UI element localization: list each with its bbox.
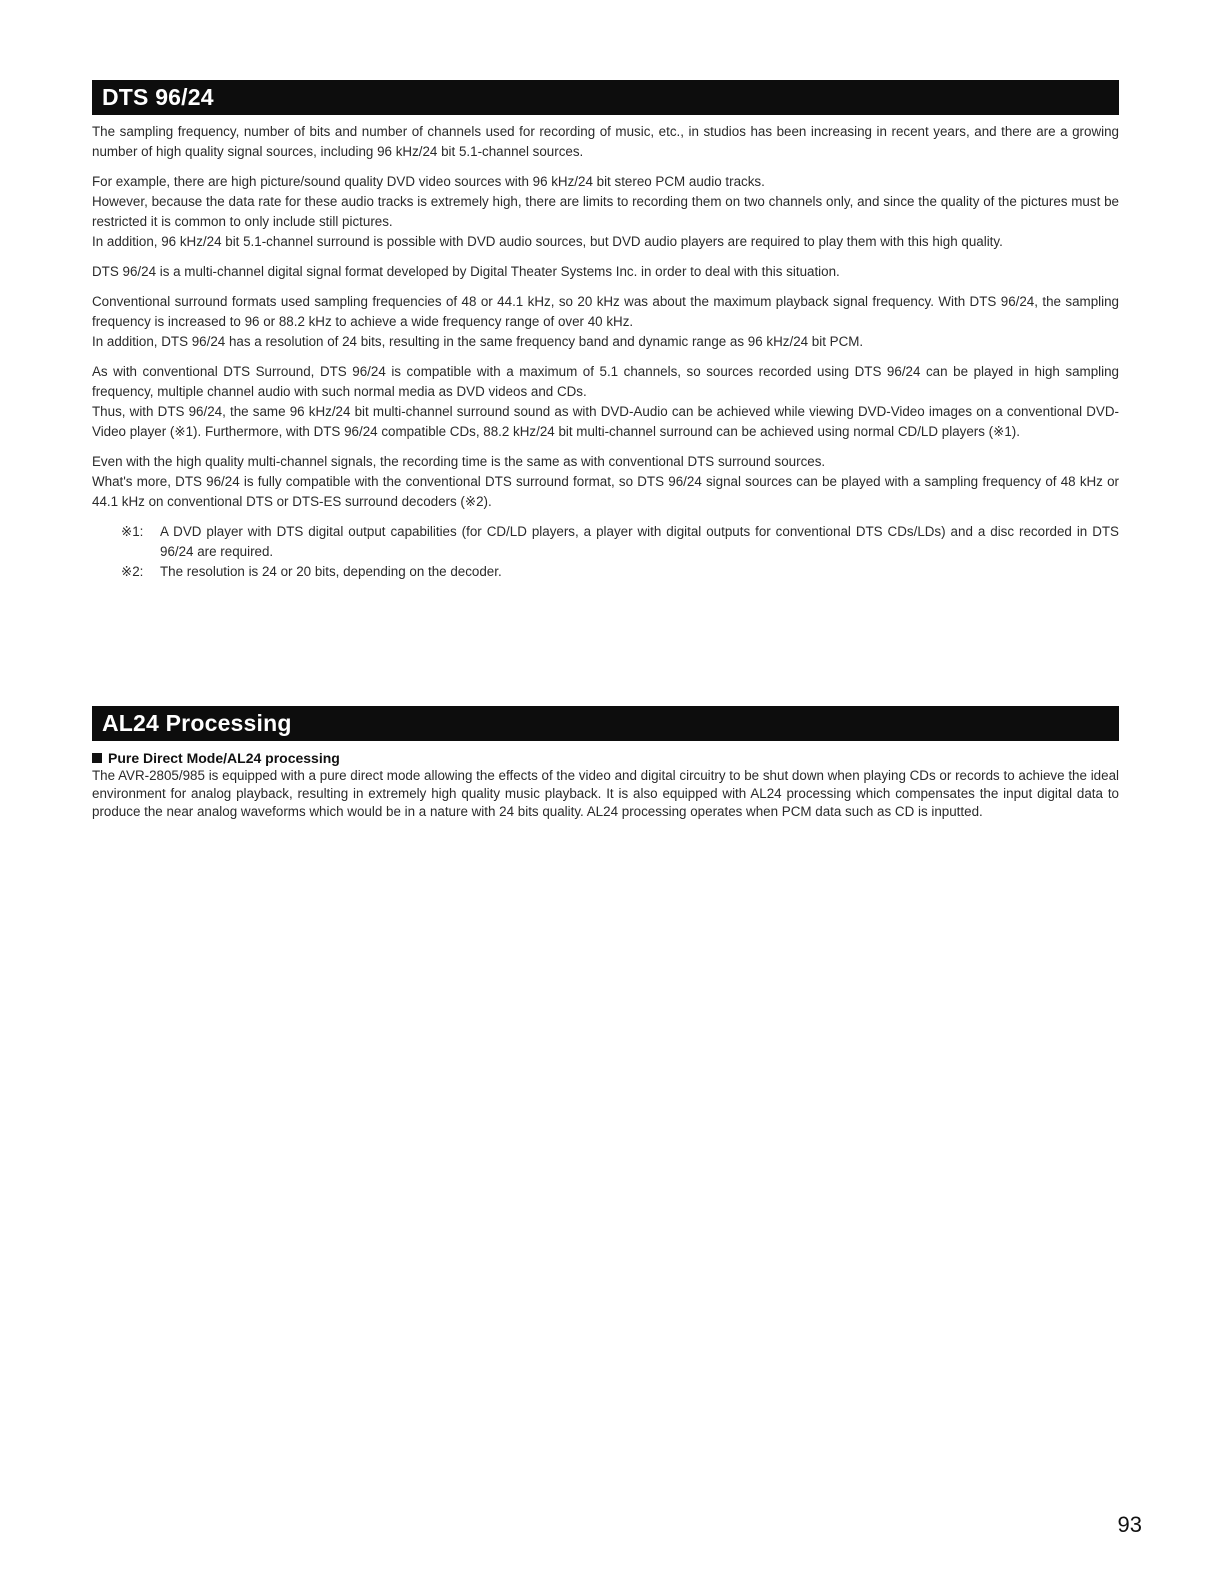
footnotes: [92, 522, 1119, 582]
text-line: What's more, DTS 96/24 is fully compatible with the conventional DTS surround format, so DTS 96/24 signal sources can be played with a sampling frequency of 48 kHz or 44.1 kHz on conventional DTS or DTS-ES surround decoders (※2).: [92, 474, 1119, 509]
section-heading-al24: AL24 Processing: [92, 706, 1119, 741]
footnote-1: [121, 522, 1119, 562]
text-line: As with conventional DTS Surround, DTS 96/24 is compatible with a maximum of 5.1 channels, so sources recorded using DTS 96/24 can be played in high sampling frequency, multiple channel audio with such normal media as DVD videos and CDs.: [92, 364, 1119, 399]
al24-processing-section: [92, 706, 1119, 821]
footnote-mark: ※2:: [121, 564, 144, 579]
text-line: Conventional surround formats used sampling frequencies of 48 or 44.1 kHz, so 20 kHz was about the maximum playback signal frequency. With DTS 96/24, the sampling frequency is increased to 96 or 88.2 kHz to achieve a wide frequency range of over 40 kHz.: [92, 294, 1119, 329]
footnote-mark: ※1:: [121, 524, 144, 539]
text-line: However, because the data rate for these audio tracks is extremely high, there are limits to recording them on two channels only, and since the quality of the pictures must be restricted it is common to only include still pictures.: [92, 194, 1119, 229]
dts-paragraph-format: DTS 96/24 is a multi-channel digital signal format developed by Digital Theater Systems Inc. in order to deal with this situation.: [92, 264, 840, 279]
dts-paragraph-intro: The sampling frequency, number of bits and number of channels used for recording of music, etc., in studios has been increasing in recent years, and there are a growing number of high quality signal sources, including 96 kHz/24 bit 5.1-channel sources.: [92, 124, 1119, 159]
page-number: 93: [1117, 1512, 1142, 1537]
dts-paragraph-dvd-sources: [92, 172, 1119, 252]
dts-paragraph-recording-time: [92, 452, 1119, 512]
dts-paragraph-frequency: [92, 292, 1119, 352]
subheading-pure-direct: [92, 749, 1119, 767]
text-line: In addition, 96 kHz/24 bit 5.1-channel surround is possible with DVD audio sources, but DVD audio players are required to play them with this high quality.: [92, 234, 1003, 249]
footnote-text: A DVD player with DTS digital output capabilities (for CD/LD players, a player with digital outputs for conventional DTS CDs/LDs) and a disc recorded in DTS 96/24 are required.: [160, 524, 1119, 559]
dts-section-body: [92, 122, 1119, 582]
footnote-text: The resolution is 24 or 20 bits, depending on the decoder.: [160, 564, 502, 579]
text-line: Thus, with DTS 96/24, the same 96 kHz/24 bit multi-channel surround sound as with DVD-Audio can be achieved while viewing DVD-Video images on a conventional DVD-Video player (※1). Furthermore, with DTS 96/24 compatible CDs, 88.2 kHz/24 bit multi-channel surround can be achieved using normal CD/LD players (※1).: [92, 404, 1119, 439]
footnote-2: [121, 562, 1119, 582]
text-line: In addition, DTS 96/24 has a resolution of 24 bits, resulting in the same frequency band and dynamic range as 96 kHz/24 bit PCM.: [92, 334, 864, 349]
text-line: Even with the high quality multi-channel signals, the recording time is the same as with conventional DTS surround sources.: [92, 454, 826, 469]
section-heading-dts: DTS 96/24: [92, 80, 1119, 115]
dts-paragraph-compatibility: [92, 362, 1119, 442]
square-bullet-icon: [92, 753, 102, 763]
al24-paragraph: The AVR-2805/985 is equipped with a pure direct mode allowing the effects of the video and digital circuitry to be shut down when playing CDs or records to achieve the ideal environment for analog playback, resulting in extremely high quality music playback. It is also equipped with AL24 processing which compensates the input digital data to produce the near analog waveforms which would be in a nature with 24 bits quality. AL24 processing operates when PCM data such as CD is inputted.: [92, 768, 1119, 819]
subheading-text: Pure Direct Mode/AL24 processing: [108, 750, 340, 766]
dts-96-24-section: [92, 80, 1119, 582]
text-line: For example, there are high picture/sound quality DVD video sources with 96 kHz/24 bit stereo PCM audio tracks.: [92, 174, 765, 189]
